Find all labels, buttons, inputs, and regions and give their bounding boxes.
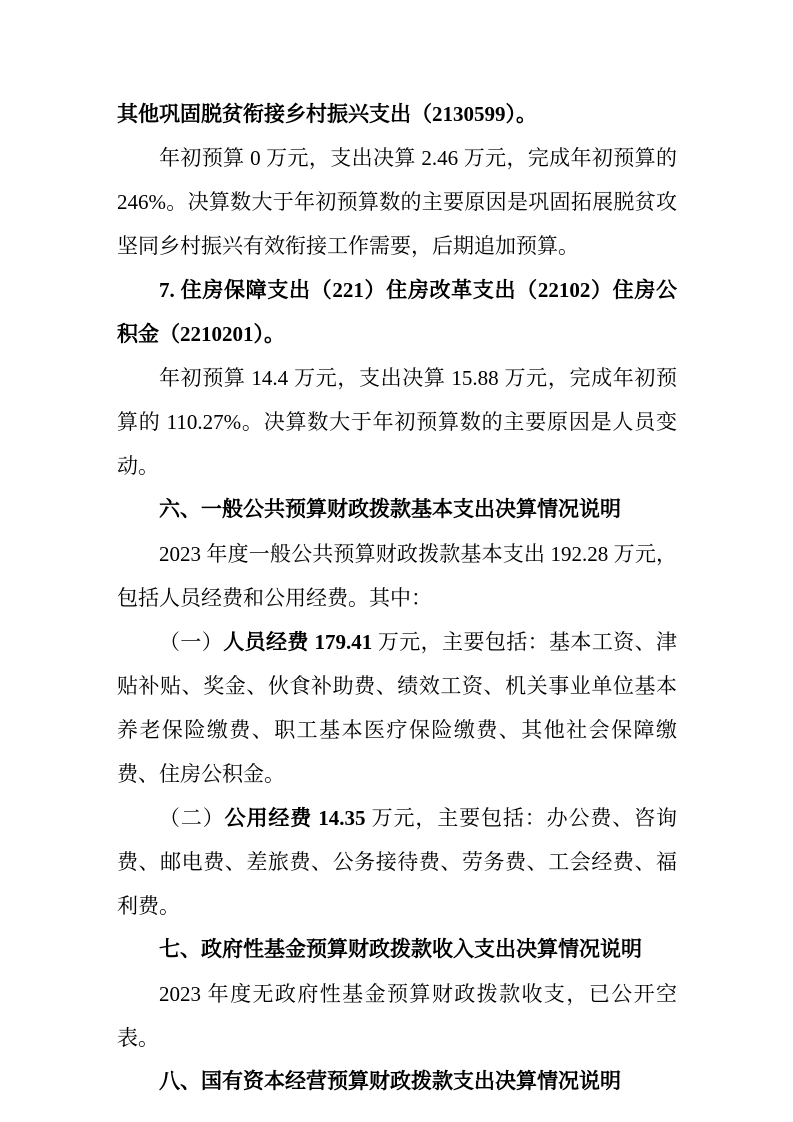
section6-intro-paragraph: 2023 年度一般公共预算财政拨款基本支出 192.28 万元，包括人员经费和公用经费。其中： [117, 542, 677, 610]
personnel-expense-detail: 万元，主要包括：基本工资、津贴补贴、奖金、伙食补助费、绩效工资、机关事业单位基本养老保险缴费、职工基本医疗保险缴费、其他社会保障缴费、住房公积金。 [117, 630, 678, 786]
public-expense-paragraph [117, 796, 677, 928]
section6-heading: 六、一般公共预算财政拨款基本支出决算情况说明 [159, 498, 621, 521]
personnel-expense-paragraph [117, 620, 677, 796]
continued-expenditure-title: 其他巩固脱贫衔接乡村振兴支出（2130599）。 [117, 102, 537, 126]
section7-paragraph: 2023 年度无政府性基金预算财政拨款收支，已公开空表。 [117, 982, 677, 1050]
section7-heading: 七、政府性基金预算财政拨款收入支出决算情况说明 [159, 938, 642, 961]
budget-paragraph-2210201: 年初预算 14.4 万元，支出决算 15.88 万元，完成年初预算的 110.27%。决算数大于年初预算数的主要原因是人员变动。 [117, 366, 677, 478]
section8-heading: 八、国有资本经营预算财政拨款支出决算情况说明 [159, 1070, 621, 1093]
public-expense-amount: 公用经费 14.35 [224, 806, 366, 830]
public-expense-detail: 万元，主要包括：办公费、咨询费、邮电费、差旅费、公务接待费、劳务费、工会经费、福利费。 [117, 806, 677, 918]
item7-housing-heading: 7. 住房保障支出（221）住房改革支出（22102）住房公积金（2210201）。 [117, 278, 677, 346]
page-content [117, 92, 677, 1104]
personnel-expense-amount: 人员经费 179.41 [223, 630, 373, 654]
personnel-expense-prefix: （一） [159, 630, 224, 654]
public-expense-prefix: （二） [159, 806, 225, 830]
budget-paragraph-2130599: 年初预算 0 万元，支出决算 2.46 万元，完成年初预算的 246%。决算数大于年初预算数的主要原因是巩固拓展脱贫攻坚同乡村振兴有效衔接工作需要，后期追加预算。 [117, 146, 677, 258]
